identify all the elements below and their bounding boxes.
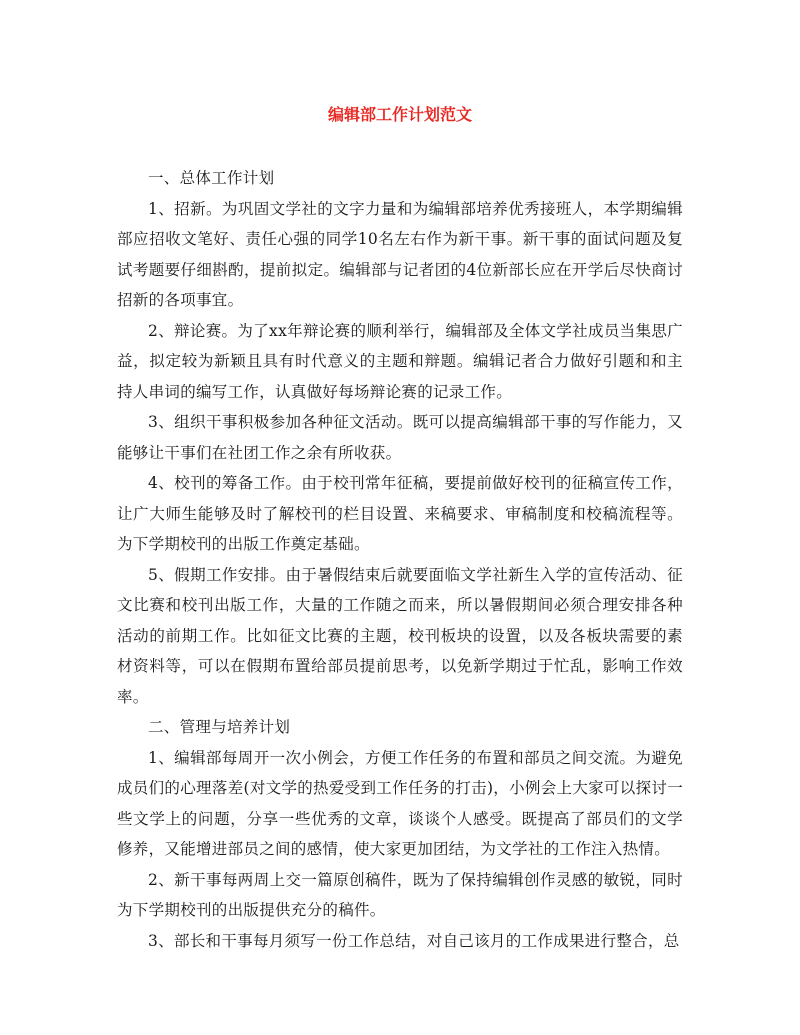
paragraph-debate: 2、辩论赛。为了xx年辩论赛的顺利举行，编辑部及全体文学社成员当集思广益，拟定较为新颖且具有时代意义的主题和辩题。编辑记者合力做好引题和和主持人串词的编写工作，认真做好每场辩论赛的记录工作。 (117, 321, 683, 401)
document-title: 编辑部工作计划范文 (327, 105, 472, 124)
paragraph-recruitment: 1、招新。为巩固文学社的文字力量和为编辑部培养优秀接班人，本学期编辑部应招收文笔好、责任心强的同学10名左右作为新干事。新干事的面试问题及复试考题要仔细斟酌，提前拟定。编辑部与记者团的4位新部长应在开学后尽快商讨招新的各项事宜。 (117, 199, 683, 309)
document-body (117, 163, 683, 956)
paragraph-vacation-work: 5、假期工作安排。由于暑假结束后就要面临文学社新生入学的宣传活动、征文比赛和校刊出版工作，大量的工作随之而来，所以暑假期间必须合理安排各种活动的前期工作。比如征文比赛的主题，校刊板块的设置，以及各板块需要的素材资料等，可以在假期布置给部员提前思考，以免新学期过于忙乱，影响工作效率。 (117, 565, 683, 706)
paragraph-weekly-meeting: 1、编辑部每周开一次小例会，方便工作任务的布置和部员之间交流。为避免成员们的心理落差(对文学的热爱受到工作任务的打击)，小例会上大家可以探讨一些文学上的问题，分享一些优秀的文章，谈谈个人感受。既提高了部员们的文学修养，又能增进部员之间的感情，使大家更加团结，为文学社的工作注入热情。 (117, 748, 683, 858)
section-heading-overall-plan: 一、总体工作计划 (148, 169, 275, 187)
paragraph-essay-contests: 3、组织干事积极参加各种征文活动。既可以提高编辑部干事的写作能力，又能够让干事们在社团工作之余有所收获。 (117, 413, 683, 462)
paragraph-monthly-summary: 3、部长和干事每月须写一份工作总结，对自己该月的工作成果进行整合，总 (148, 931, 680, 950)
paragraph-school-magazine: 4、校刊的筹备工作。由于校刊常年征稿，要提前做好校刊的征稿宣传工作，让广大师生能够及时了解校刊的栏目设置、来稿要求、审稿制度和校稿流程等。为下学期校刊的出版工作奠定基础。 (117, 474, 683, 553)
paragraph-original-manuscripts: 2、新干事每两周上交一篇原创稿件，既为了保持编辑创作灵感的敏锐，同时为下学期校刊的出版提供充分的稿件。 (117, 870, 683, 919)
section-heading-management: 二、管理与培养计划 (148, 718, 291, 736)
